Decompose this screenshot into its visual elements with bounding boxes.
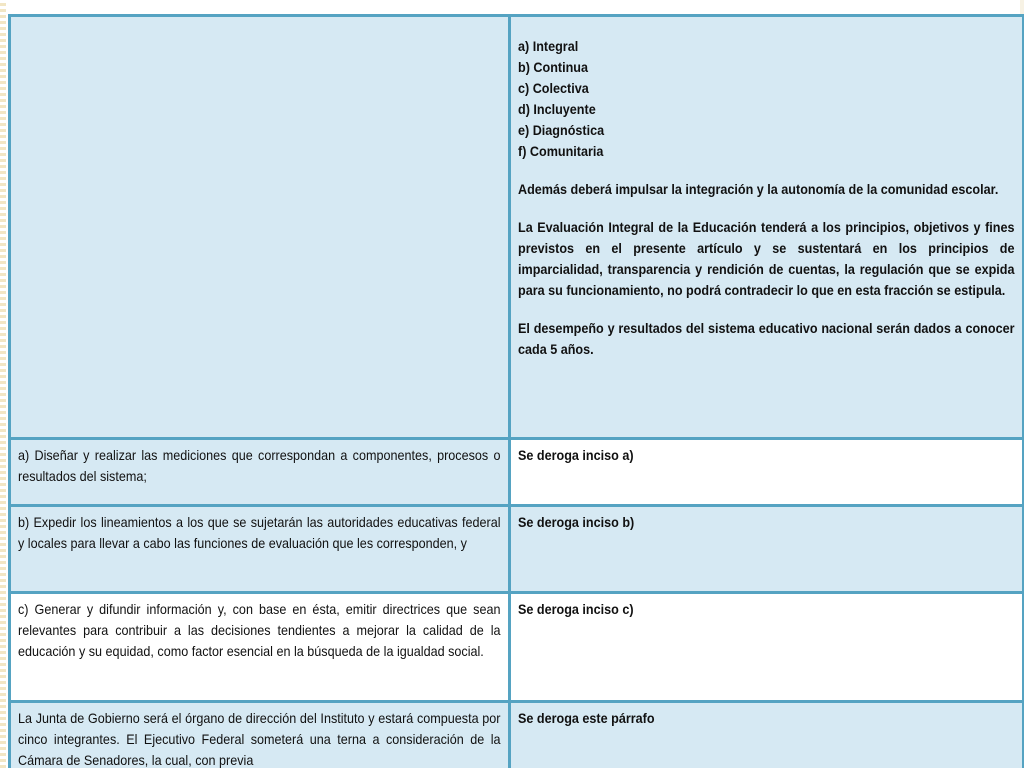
paragraph: Además deberá impulsar la integración y la autonomía de la comunidad escolar. xyxy=(518,181,999,197)
cell-text-left: La Junta de Gobierno será el órgano de dirección del Instituto y estará compuesta por cinco integrantes. El Ejecutivo Federal someterá una terna a consideración de la Cámara de Senadores, la cual, con previa xyxy=(18,710,501,768)
cell-text-right: Se deroga inciso a) xyxy=(518,447,634,463)
list-item: d) Incluyente xyxy=(518,101,596,117)
list-item: a) Integral xyxy=(518,38,579,54)
cell-text-left: c) Generar y difundir información y, con base en ésta, emitir directrices que sean relevantes para contribuir a las decisiones tendientes a mejorar la calidad de la educación y su equidad, como factor esencial en la búsqueda de la igualdad social. xyxy=(18,601,501,659)
table-row xyxy=(10,439,1024,506)
table-cell-left xyxy=(10,702,510,768)
table-cell-left xyxy=(10,593,510,702)
cell-text-right: Se deroga inciso c) xyxy=(518,601,634,617)
table-row xyxy=(10,593,1024,702)
cell-text-right xyxy=(518,36,1014,360)
paragraph: La Evaluación Integral de la Educación tenderá a los principios, objetivos y fines previstos en el presente artículo y se sustentará en los principios de imparcialidad, transparencia y rendición de cuentas, la regulación que se expida para su funcionamiento, no podrá contradecir lo que en esta fracción se estipula. xyxy=(518,219,1015,298)
table-cell-left xyxy=(10,439,510,506)
cell-text-left: b) Expedir los lineamientos a los que se sujetarán las autoridades educativas federal y locales para llevar a cabo las funciones de evaluación que les corresponden, y xyxy=(18,514,501,551)
cell-text-right: Se deroga este párrafo xyxy=(518,710,655,726)
list-item: b) Continua xyxy=(518,59,588,75)
cell-text-right: Se deroga inciso b) xyxy=(518,514,635,530)
table-cell-right xyxy=(510,506,1024,593)
table-cell-right xyxy=(510,702,1024,768)
table-cell-left xyxy=(10,506,510,593)
cell-text-left: a) Diseñar y realizar las mediciones que correspondan a componentes, procesos o resultados del sistema; xyxy=(18,447,501,484)
principles-list xyxy=(518,36,1014,162)
table-row xyxy=(10,702,1024,768)
table-row xyxy=(10,506,1024,593)
list-item: f) Comunitaria xyxy=(518,143,604,159)
table-row xyxy=(10,16,1024,439)
page-left-decorative-border xyxy=(0,0,6,768)
table-cell-right xyxy=(510,16,1024,439)
list-item: c) Colectiva xyxy=(518,80,589,96)
comparison-table xyxy=(8,14,1024,768)
table-cell-left xyxy=(10,16,510,439)
list-item: e) Diagnóstica xyxy=(518,122,605,138)
table-cell-right xyxy=(510,439,1024,506)
table-cell-right xyxy=(510,593,1024,702)
paragraph: El desempeño y resultados del sistema educativo nacional serán dados a conocer cada 5 años. xyxy=(518,320,1015,357)
